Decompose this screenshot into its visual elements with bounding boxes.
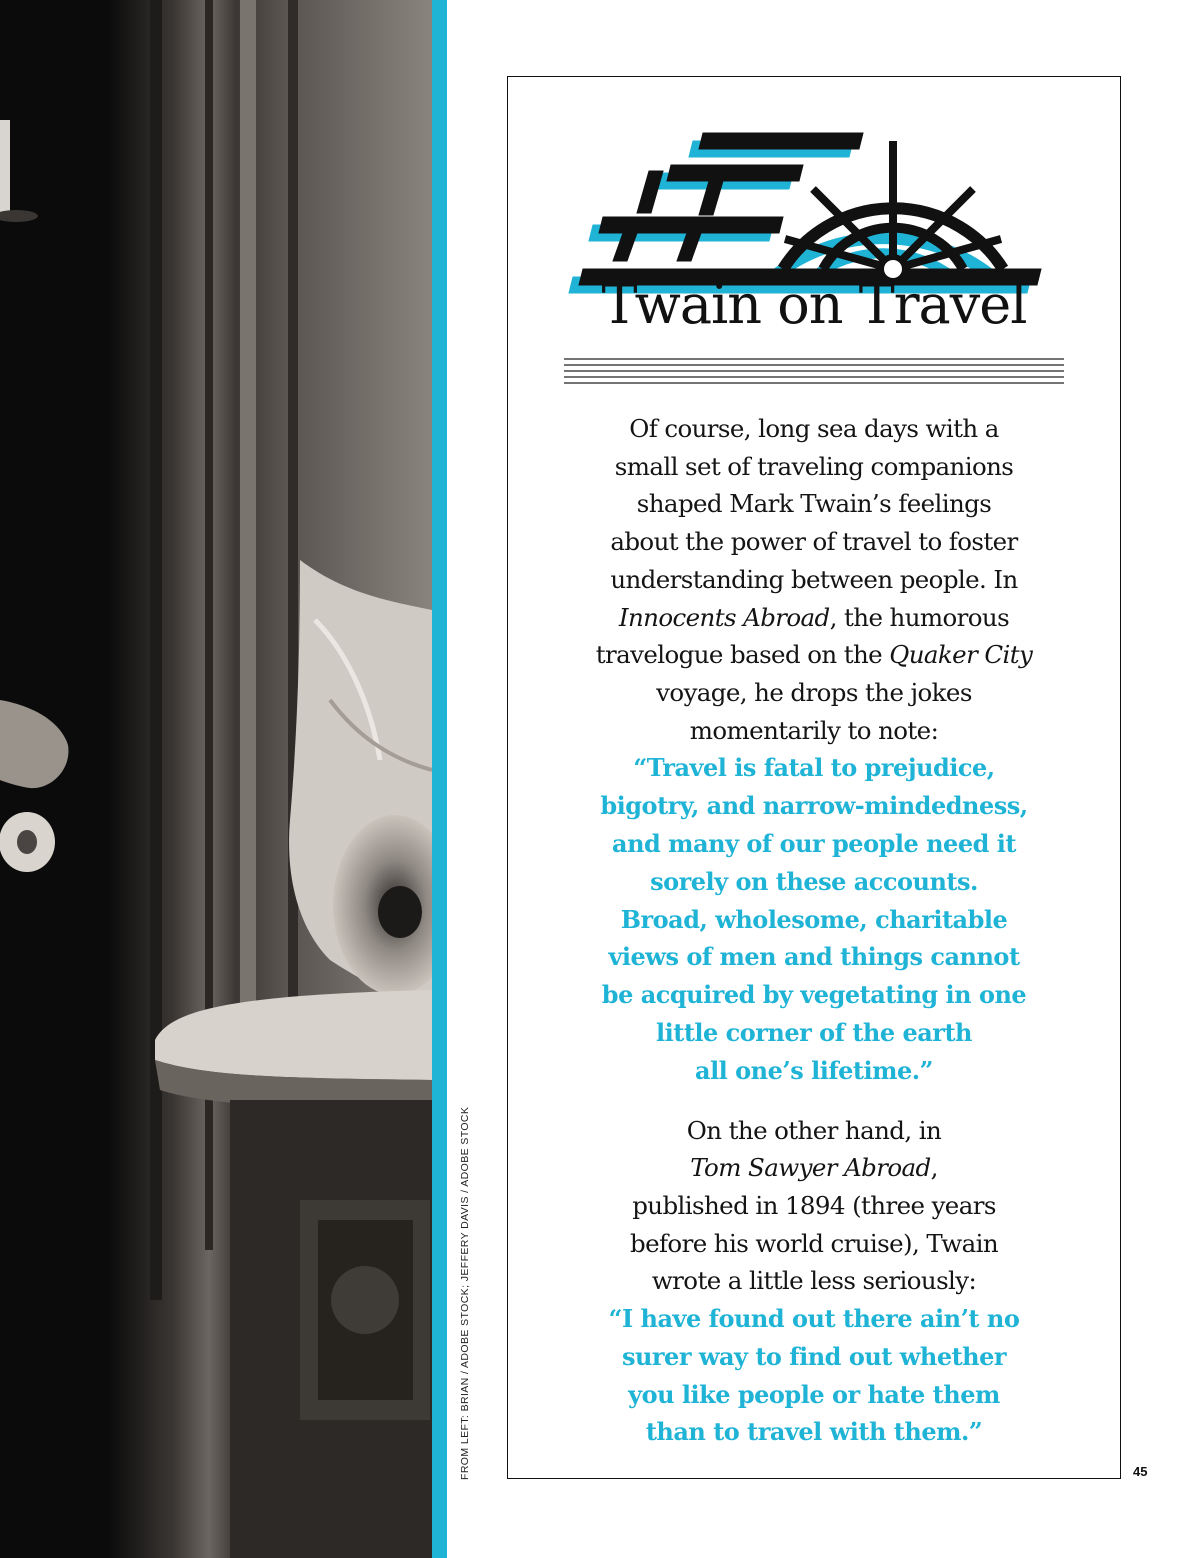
text-line: Of course, long sea days with a xyxy=(629,414,999,443)
text-line xyxy=(528,636,1100,674)
ship-name-quaker-city: Quaker City xyxy=(889,640,1033,670)
text-line xyxy=(528,599,1100,637)
quote-line: surer way to find out whether xyxy=(621,1341,1007,1371)
quote-line: Broad, wholesome, charitable xyxy=(620,904,1008,934)
paddlewheel-icon xyxy=(563,111,1048,296)
sidebar-body xyxy=(528,410,1100,1451)
text-line: wrote a little less seriously: xyxy=(651,1266,977,1296)
quote-line: bigotry, and narrow-mindedness, xyxy=(600,791,1028,821)
title-divider xyxy=(564,357,1064,387)
quote-line: views of men and things cannot xyxy=(608,942,1020,972)
quote-line: and many of our people need it xyxy=(612,828,1016,858)
page-number: 45 xyxy=(1133,1464,1148,1479)
text-line xyxy=(528,1149,1100,1187)
sidebar-title: Twain on Travel xyxy=(601,273,1027,336)
text-fragment: travelogue based on the xyxy=(595,640,890,670)
quote-line: little corner of the earth xyxy=(656,1017,972,1047)
text-line: small set of traveling companions xyxy=(614,451,1014,481)
quote-line: be acquired by vegetating in one xyxy=(601,980,1027,1010)
text-line: shaped Mark Twain’s feelings xyxy=(636,489,992,519)
pull-quote-travel-with-them xyxy=(528,1300,1100,1451)
mantel-photo-image xyxy=(0,0,432,1558)
second-paragraph xyxy=(528,1112,1100,1301)
text-line: about the power of travel to foster xyxy=(610,527,1018,557)
text-line: On the other hand, in xyxy=(686,1115,942,1145)
text-line: momentarily to note: xyxy=(689,715,939,745)
accent-stripe xyxy=(432,0,447,1558)
text-fragment: , the humorous xyxy=(829,602,1010,632)
book-title-tom-sawyer-abroad: Tom Sawyer Abroad xyxy=(690,1153,931,1183)
text-line: voyage, he drops the jokes xyxy=(656,677,972,707)
quote-line: you like people or hate them xyxy=(628,1379,1000,1409)
quote-line: than to travel with them.” xyxy=(645,1417,983,1447)
quote-line: all one’s lifetime.” xyxy=(695,1055,933,1085)
quote-line: sorely on these accounts. xyxy=(650,866,978,896)
quote-line: “I have found out there ain’t no xyxy=(608,1304,1020,1334)
text-line: published in 1894 (three years xyxy=(632,1190,996,1220)
text-line: understanding between people. In xyxy=(610,564,1018,594)
pull-quote-travel-fatal xyxy=(528,749,1100,1089)
intro-paragraph xyxy=(528,410,1100,749)
text-fragment: , xyxy=(930,1153,938,1183)
quote-line: “Travel is fatal to prejudice, xyxy=(633,753,995,783)
photo-credit: FROM LEFT: BRIAN / ADOBE STOCK; JEFFERY DAVIS / ADOBE STOCK xyxy=(459,1106,471,1480)
text-line: before his world cruise), Twain xyxy=(629,1228,999,1258)
mantel-photo xyxy=(0,0,432,1558)
spacer xyxy=(528,1090,1100,1112)
sidebar-box xyxy=(507,76,1121,1479)
book-title-innocents-abroad: Innocents Abroad xyxy=(618,602,830,632)
